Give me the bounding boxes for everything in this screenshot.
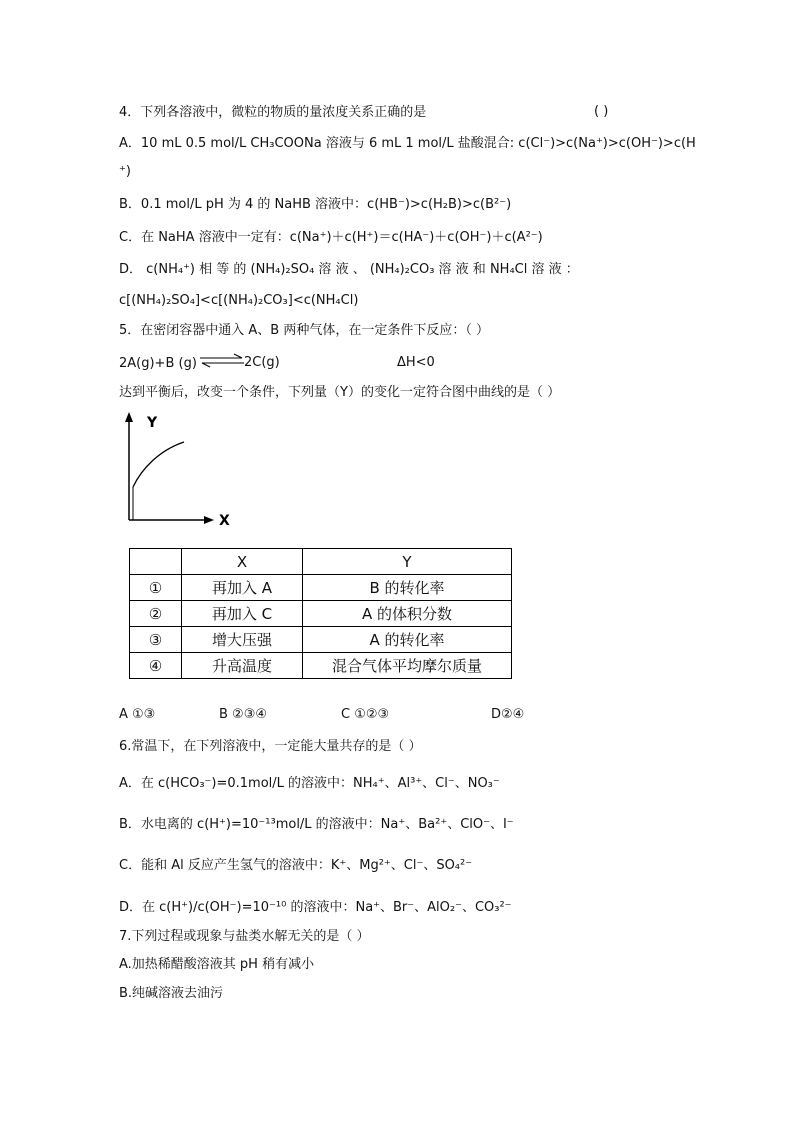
row-y: 混合气体平均摩尔质量 <box>303 653 512 679</box>
table-row <box>130 601 512 627</box>
q5-line2: 达到平衡后，改变一个条件，下列量（Y）的变化一定符合图中曲线的是（ ） <box>119 385 561 400</box>
q4-option-d: D． c(NH₄⁺) 相 等 的 (NH₄)₂SO₄ 溶 液 、 (NH₄)₂CO₃ 溶 液 和 NH₄Cl 溶 液 ： <box>119 262 579 277</box>
row-x: 再加入 C <box>182 601 303 627</box>
q5-stem: 5．在密闭容器中通入 A、B 两种气体，在一定条件下反应：（ ） <box>119 323 489 338</box>
q5-option-b: B ②③④ <box>219 707 268 722</box>
q5-equation-reactants: 2A(g)+B (g) <box>119 356 197 371</box>
q4-answer-paren: ( ) <box>594 104 609 119</box>
q5-equation-product: 2C(g) <box>244 355 280 370</box>
table-header-row <box>130 549 512 575</box>
q4-option-c: C．在 NaHA 溶液中一定有：c(Na⁺)＋c(H⁺)＝c(HA⁻)＋c(OH⁻)＋c(A²⁻) <box>119 230 543 245</box>
header-cell-y: Y <box>303 549 512 575</box>
q5-option-a: A ①③ <box>119 707 156 722</box>
x-axis-arrow-icon <box>204 516 214 524</box>
q6-option-b: B．水电离的 c(H⁺)=10⁻¹³mol/L 的溶液中：Na⁺、Ba²⁺、ClO⁻、I⁻ <box>119 817 514 832</box>
row-x: 再加入 A <box>182 575 303 601</box>
header-cell-x: X <box>182 549 303 575</box>
row-index: ② <box>130 601 182 627</box>
table-row <box>130 627 512 653</box>
graph-x-label: X <box>219 513 230 529</box>
table-row <box>130 653 512 679</box>
graph-curve <box>133 442 184 487</box>
q4-option-a-cont: ⁺) <box>119 164 131 179</box>
q6-stem: 6.常温下，在下列溶液中，一定能大量共存的是（ ） <box>119 739 422 754</box>
graph-y-label: Y <box>147 415 158 431</box>
q5-option-d: D②④ <box>491 707 525 722</box>
equilibrium-arrow-icon <box>198 352 246 370</box>
table-row <box>130 575 512 601</box>
q4-option-b: B．0.1 mol/L pH 为 4 的 NaHB 溶液中：c(HB⁻)>c(H₂B)>c(B²⁻) <box>119 197 512 212</box>
row-y: A 的转化率 <box>303 627 512 653</box>
row-index: ① <box>130 575 182 601</box>
row-y: B 的转化率 <box>303 575 512 601</box>
q4-option-d-cont: c[(NH₄)₂SO₄]<c[(NH₄)₂CO₃]<c(NH₄Cl) <box>119 293 359 308</box>
q5-table <box>129 548 512 679</box>
q6-option-d: D．在 c(H⁺)/c(OH⁻)=10⁻¹⁰ 的溶液中：Na⁺、Br⁻、AlO₂⁻、CO₃²⁻ <box>119 900 512 915</box>
q4-option-a: A．10 mL 0.5 mol/L CH₃COONa 溶液与 6 mL 1 mol/L 盐酸混合: c(Cl⁻)>c(Na⁺)>c(OH⁻)>c(H <box>119 136 696 151</box>
row-index: ④ <box>130 653 182 679</box>
row-index: ③ <box>130 627 182 653</box>
q5-enthalpy: ΔH<0 <box>397 355 435 370</box>
q5-option-c: C ①②③ <box>341 707 390 722</box>
q7-option-a: A.加热稀醋酸溶液其 pH 稍有减小 <box>119 957 315 972</box>
row-x: 增大压强 <box>182 627 303 653</box>
row-y: A 的体积分数 <box>303 601 512 627</box>
q6-option-c: C．能和 Al 反应产生氢气的溶液中：K⁺、Mg²⁺、Cl⁻、SO₄²⁻ <box>119 858 473 873</box>
q5-graph <box>120 410 240 530</box>
q7-option-b: B.纯碱溶液去油污 <box>119 986 224 1001</box>
q5-options <box>119 707 719 727</box>
q6-option-a: A．在 c(HCO₃⁻)=0.1mol/L 的溶液中：NH₄⁺、Al³⁺、Cl⁻、NO₃⁻ <box>119 776 500 791</box>
q7-stem: 7.下列过程或现象与盐类水解无关的是（ ） <box>119 929 370 944</box>
row-x: 升高温度 <box>182 653 303 679</box>
q4-stem: 4．下列各溶液中，微粒的物质的量浓度关系正确的是 <box>119 105 427 120</box>
y-axis-arrow-icon <box>125 412 133 422</box>
header-cell <box>130 549 182 575</box>
